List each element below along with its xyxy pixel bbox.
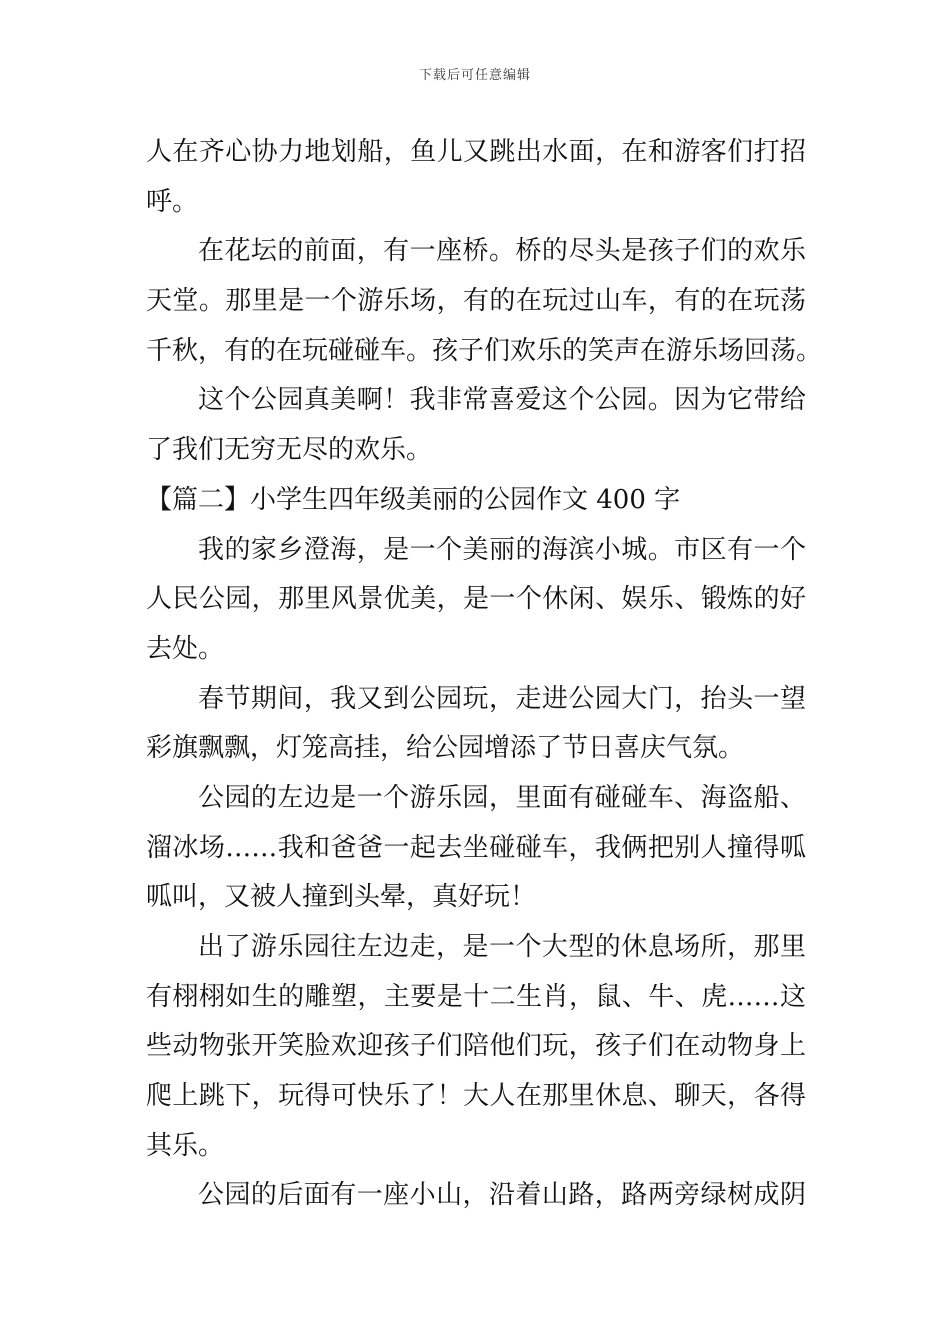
text-line: 人在齐心协力地划船，鱼儿又跳出水面，在和游客们打招	[146, 137, 806, 167]
text-line: 去处。	[146, 633, 225, 664]
text-line: 公园的后面有一座小山，沿着山路，路两旁绿树成阴	[198, 1180, 806, 1211]
text-line: 人民公园，那里风景优美，是一个休闲、娱乐、锻炼的好	[146, 584, 806, 615]
text-line: 溜冰场……我和爸爸一起去坐碰碰车，我俩把别人撞得呱	[146, 832, 806, 863]
text-line: 天堂。那里是一个游乐场，有的在玩过山车，有的在玩荡	[146, 286, 806, 317]
text-line: 出了游乐园往左边走，是一个大型的休息场所，那里	[198, 932, 806, 962]
text-line: 呱叫，又被人撞到头晕，真好玩！	[146, 882, 537, 913]
text-line: 千秋，有的在玩碰碰车。孩子们欢乐的笑声在游乐场回荡。	[146, 335, 823, 366]
text-line: 公园的左边是一个游乐园，里面有碰碰车、海盗船、	[198, 782, 806, 813]
text-line: 有栩栩如生的雕塑，主要是十二生肖，鼠、牛、虎……这	[146, 981, 806, 1012]
text-line: 彩旗飘飘，灯笼高挂，给公园增添了节日喜庆气氛。	[146, 733, 745, 764]
page-header: 下载后可任意编辑	[418, 68, 531, 83]
text-line: 在花坛的前面，有一座桥。桥的尽头是孩子们的欢乐	[198, 236, 806, 267]
text-line: 我的家乡澄海，是一个美丽的海滨小城。市区有一个	[198, 534, 806, 565]
text-line: 【篇二】小学生四年级美丽的公园作文 400 字	[146, 484, 681, 515]
text-line: 了我们无穷无尽的欢乐。	[146, 435, 433, 466]
document-body	[146, 128, 823, 1221]
text-line: 春节期间，我又到公园玩，走进公园大门，抬头一望	[198, 683, 806, 714]
text-line: 些动物张开笑脸欢迎孩子们陪他们玩，孩子们在动物身上	[146, 1031, 806, 1062]
text-line: 其乐。	[146, 1130, 225, 1161]
text-line: 呼。	[146, 186, 199, 217]
text-line: 爬上跳下，玩得可快乐了！大人在那里休息、聊天，各得	[146, 1081, 806, 1112]
text-line: 这个公园真美啊！我非常喜爱这个公园。因为它带给	[198, 385, 806, 416]
